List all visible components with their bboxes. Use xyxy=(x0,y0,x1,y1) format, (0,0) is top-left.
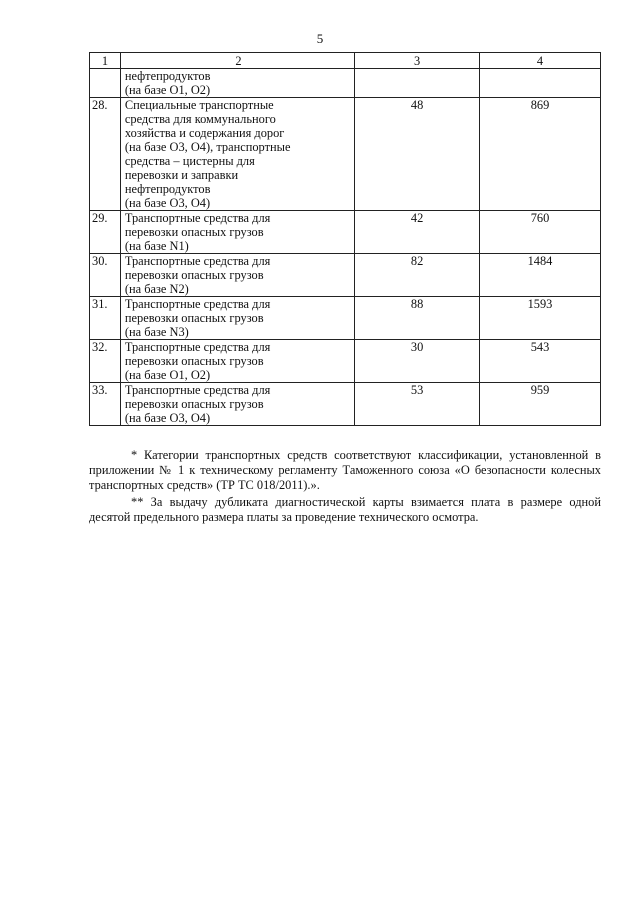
table-row xyxy=(90,340,601,383)
col3-value-cell: 82 xyxy=(355,254,480,297)
table-body xyxy=(90,53,601,426)
description-line: (на базе N2) xyxy=(124,282,189,296)
table-row xyxy=(90,297,601,340)
header-cell-2: 2 xyxy=(120,53,354,69)
vehicle-description-cell xyxy=(120,69,354,98)
description-line: (на базе О1, О2) xyxy=(124,83,211,97)
row-number-cell: 32. xyxy=(90,340,121,383)
row-number-cell: 30. xyxy=(90,254,121,297)
col4-value-cell: 760 xyxy=(479,211,600,254)
table-row xyxy=(90,211,601,254)
col3-value-cell: 48 xyxy=(355,98,480,211)
vehicle-description-cell xyxy=(120,297,354,340)
description-line: перевозки опасных грузов xyxy=(124,225,264,239)
description-line: Транспортные средства для xyxy=(124,340,271,354)
col4-value-cell: 869 xyxy=(479,98,600,211)
description-line: Транспортные средства для xyxy=(124,254,271,268)
description-line: средства для коммунального xyxy=(124,112,276,126)
description-line: Специальные транспортные xyxy=(124,98,274,112)
description-line: Транспортные средства для xyxy=(124,383,271,397)
vehicle-description-cell xyxy=(120,211,354,254)
row-number-cell: 29. xyxy=(90,211,121,254)
header-cell-4: 4 xyxy=(479,53,600,69)
col4-value-cell: 1593 xyxy=(479,297,600,340)
description-line: (на базе N3) xyxy=(124,325,189,339)
vehicle-description-cell xyxy=(120,254,354,297)
row-number-cell: 33. xyxy=(90,383,121,426)
description-line: Транспортные средства для xyxy=(124,297,271,311)
vehicle-description-cell xyxy=(120,340,354,383)
description-line: перевозки и заправки xyxy=(124,168,239,182)
row-number-cell xyxy=(90,69,121,98)
col3-value-cell: 88 xyxy=(355,297,480,340)
vehicle-description-cell xyxy=(120,383,354,426)
description-line: нефтепродуктов xyxy=(124,69,211,83)
table-row xyxy=(90,254,601,297)
description-line: (на базе О1, О2) xyxy=(124,368,211,382)
table-row xyxy=(90,69,601,98)
header-cell-3: 3 xyxy=(355,53,480,69)
fee-table xyxy=(89,52,601,426)
col3-value-cell xyxy=(355,69,480,98)
table-row xyxy=(90,98,601,211)
description-line: (на базе О3, О4), транспортные xyxy=(124,140,291,154)
col3-value-cell: 30 xyxy=(355,340,480,383)
footnote-categories: * Категории транспортных средств соответствуют классификации, установленной в приложении № 1 к техническому регламенту Таможенного союза «О безопасности колесных транспортных средств» (ТР ТС 018/2011).». xyxy=(89,448,601,492)
page-number: 5 xyxy=(316,31,324,46)
description-line: перевозки опасных грузов xyxy=(124,354,264,368)
description-line: перевозки опасных грузов xyxy=(124,311,264,325)
col4-value-cell: 959 xyxy=(479,383,600,426)
description-line: (на базе N1) xyxy=(124,239,189,253)
description-line: хозяйства и содержания дорог xyxy=(124,126,285,140)
col4-value-cell xyxy=(479,69,600,98)
footnote-duplicate-fee: ** За выдачу дубликата диагностической карты взимается плата в размере одной десятой предельного размера платы за проведение технического осмотра. xyxy=(89,495,601,524)
table-header-row xyxy=(90,53,601,69)
description-line: (на базе О3, О4) xyxy=(124,411,211,425)
col4-value-cell: 1484 xyxy=(479,254,600,297)
col3-value-cell: 42 xyxy=(355,211,480,254)
table-row xyxy=(90,383,601,426)
row-number-cell: 28. xyxy=(90,98,121,211)
header-cell-1: 1 xyxy=(90,53,121,69)
description-line: Транспортные средства для xyxy=(124,211,271,225)
description-line: нефтепродуктов xyxy=(124,182,211,196)
vehicle-description-cell xyxy=(120,98,354,211)
description-line: средства – цистерны для xyxy=(124,154,255,168)
description-line: перевозки опасных грузов xyxy=(124,397,264,411)
row-number-cell: 31. xyxy=(90,297,121,340)
description-line: (на базе О3, О4) xyxy=(124,196,211,210)
description-line: перевозки опасных грузов xyxy=(124,268,264,282)
col4-value-cell: 543 xyxy=(479,340,600,383)
footnotes xyxy=(89,448,601,527)
col3-value-cell: 53 xyxy=(355,383,480,426)
